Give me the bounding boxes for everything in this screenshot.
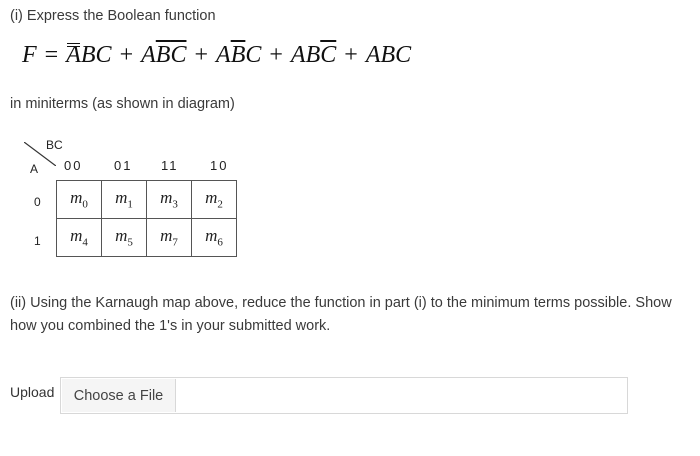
kmap-col-header: 01 bbox=[114, 158, 133, 173]
formula-lhs: F bbox=[22, 42, 37, 68]
formula-plus: + bbox=[344, 42, 358, 68]
part2-prompt: (ii) Using the Karnaugh map above, reduce the function in part (i) to the minimum terms possible. Show how you combined the 1's in your submitted work. bbox=[10, 295, 672, 334]
formula-plus: + bbox=[269, 42, 283, 68]
kmap-row bbox=[57, 181, 237, 219]
formula-term-5: ABC bbox=[365, 42, 412, 68]
formula-term-4: $AB\overline{C}$ bbox=[290, 42, 337, 68]
kmap-row-header: 1 bbox=[34, 234, 41, 248]
kmap-row bbox=[57, 219, 237, 257]
part1-prompt: (i) Express the Boolean function bbox=[10, 8, 216, 24]
formula-term-3: $A\overline{B}C$ bbox=[216, 42, 262, 68]
kmap-col-variable: BC bbox=[46, 138, 63, 152]
formula-term-2: $A\overline{B}\overline{C}$ bbox=[141, 42, 187, 68]
formula-plus: + bbox=[194, 42, 209, 68]
part1-note: in miniterms (as shown in diagram) bbox=[10, 96, 235, 112]
kmap-row-variable: A bbox=[30, 162, 39, 176]
kmap-col-header: 10 bbox=[210, 158, 229, 173]
kmap-grid bbox=[56, 180, 237, 257]
upload-label: Upload bbox=[10, 384, 55, 400]
karnaugh-map bbox=[20, 136, 260, 266]
formula-term-1: ABC bbox=[66, 42, 112, 68]
kmap-col-header: 11 bbox=[161, 158, 179, 173]
kmap-cell: $m_5$ bbox=[102, 219, 147, 257]
kmap-cell: $m_3$ bbox=[147, 181, 192, 219]
kmap-cell: $m_7$ bbox=[147, 219, 192, 257]
kmap-cell: $m_0$ bbox=[57, 181, 102, 219]
choose-file-button[interactable]: Choose a File bbox=[62, 379, 176, 412]
kmap-cell: $m_2$ bbox=[192, 181, 237, 219]
kmap-cell: $m_1$ bbox=[102, 181, 147, 219]
kmap-row-header: 0 bbox=[34, 195, 41, 209]
kmap-cell: $m_6$ bbox=[192, 219, 237, 257]
kmap-col-header: 00 bbox=[64, 158, 83, 173]
boolean-formula bbox=[22, 42, 411, 69]
formula-plus: + bbox=[119, 42, 134, 68]
kmap-cell: $m_4$ bbox=[57, 219, 102, 257]
formula-equals: = bbox=[44, 42, 59, 68]
